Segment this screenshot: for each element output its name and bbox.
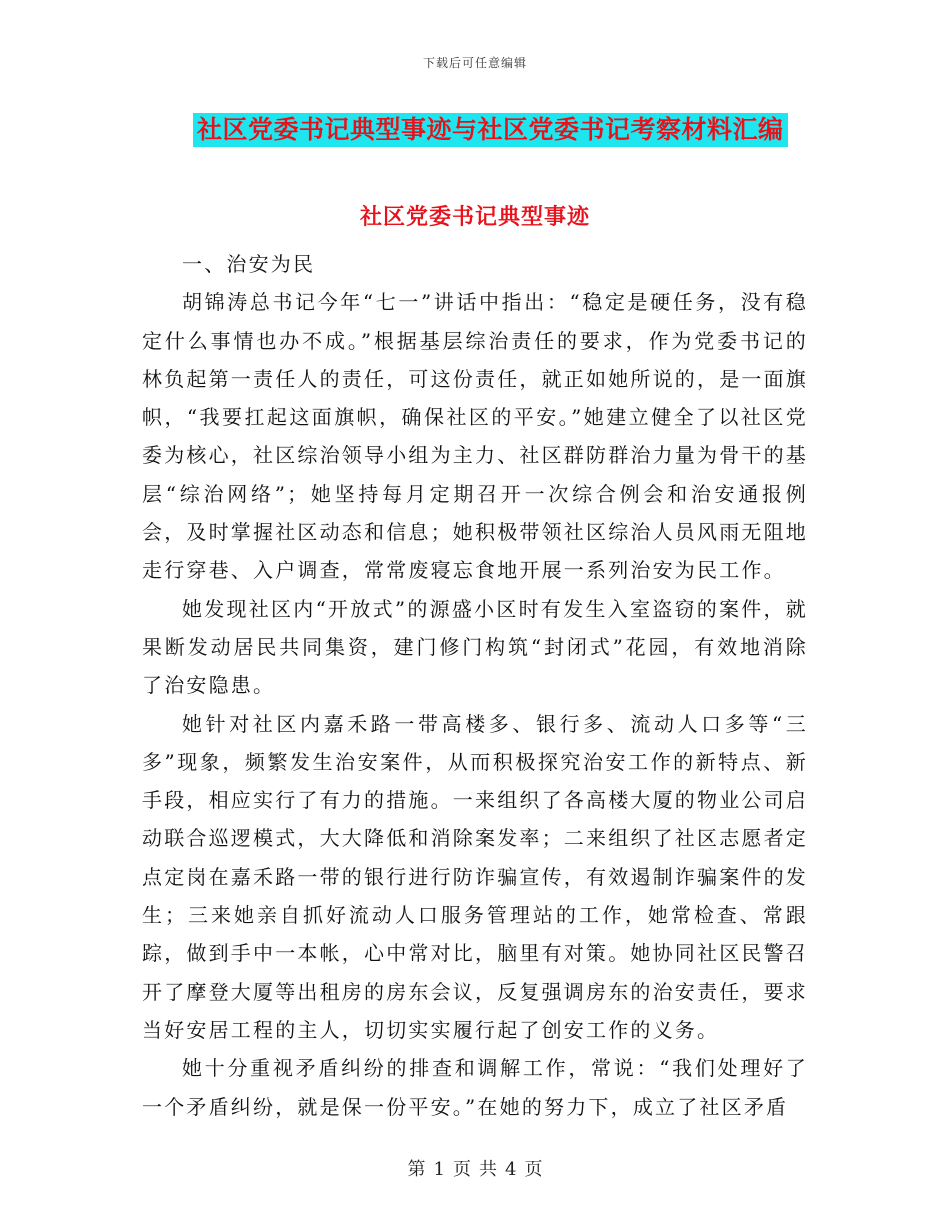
paragraph: 她发现社区内“开放式”的源盛小区时有发生入室盗窃的案件，就果断发动居民共同集资，建门修门构筑“封闭式”花园，有效地消除了治安隐患。 — [142, 596, 808, 698]
footer-total-unit: 页 — [524, 1159, 543, 1180]
footer-prefix: 第 — [407, 1159, 426, 1180]
paragraph: 胡锦涛总书记今年“七一”讲话中指出：“稳定是硬任务，没有稳定什么事情也办不成。”根据基层综治责任的要求，作为党委书记的林负起第一责任人的责任，可这份责任，就正如她所说的，是一面旗帜，“我要扛起这面旗帜，确保社区的平安。”她建立健全了以社区党委为核心，社区综治领导小组为主力、社区群防群治力量为骨干的基层“综治网络”；她坚持每月定期召开一次综合例会和治安通报例会，及时掌握社区动态和信息；她积极带领社区综治人员风雨无阻地走行穿巷、入户调查，常常废寝忘食地开展一系列治安为民工作。 — [142, 290, 808, 583]
paragraph-heading: 一、治安为民 — [182, 252, 316, 276]
header-note: 下载后可任意编辑 — [422, 56, 527, 70]
page-number: 1 — [433, 1159, 445, 1180]
document-title: 社区党委书记典型事迹与社区党委书记考察材料汇编 — [193, 113, 788, 147]
footer-total-prefix: 共 — [479, 1159, 497, 1180]
section-title: 社区党委书记典型事迹 — [359, 204, 590, 230]
paragraph: 她针对社区内嘉禾路一带高楼多、银行多、流动人口多等“三多”现象，频繁发生治安案件，从而积极探究治安工作的新特点、新手段，相应实行了有力的措施。一来组织了各高楼大厦的物业公司启动联合巡逻模式，大大降低和消除案发率；二来组织了社区志愿者定点定岗在嘉禾路一带的银行进行防诈骗宣传，有效遏制诈骗案件的发生；三来她亲自抓好流动人口服务管理站的工作，她常检查、常跟踪，做到手中一本帐，心中常对比，脑里有对策。她协同社区民警召开了摩登大厦等出租房的房东会议，反复强调房东的治安责任，要求当好安居工程的主人，切切实实履行起了创安工作的义务。 — [142, 711, 808, 1042]
page-footer — [0, 1155, 950, 1181]
footer-page-unit: 页 — [453, 1159, 471, 1180]
body-text — [142, 245, 808, 1126]
paragraph: 她十分重视矛盾纠纷的排查和调解工作，常说：“我们处理好了一个矛盾纠纷，就是保一份平安。”在她的努力下，成立了社区矛盾 — [142, 1056, 808, 1119]
total-pages: 4 — [505, 1159, 517, 1180]
